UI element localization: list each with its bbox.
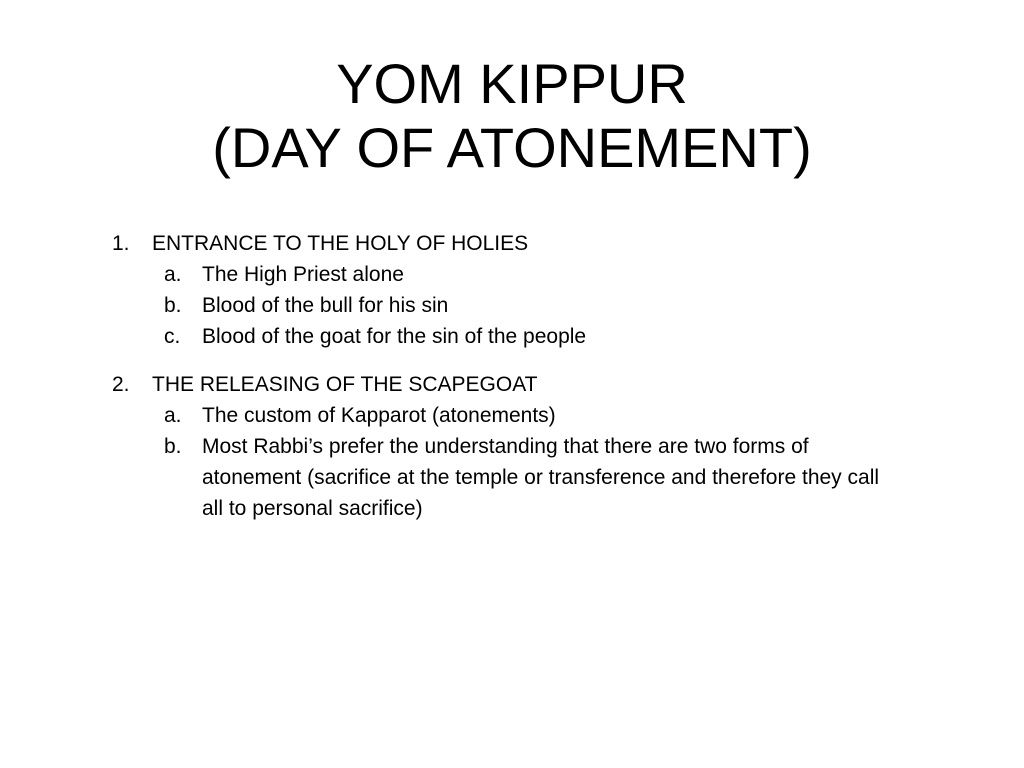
section-heading-row — [112, 369, 912, 400]
list-item — [112, 431, 912, 524]
item-letter: a. — [164, 263, 182, 286]
item-text: Blood of the goat for the sin of the people — [202, 325, 587, 348]
title-line-1: YOM KIPPUR — [336, 51, 688, 115]
item-text: The High Priest alone — [202, 263, 404, 286]
section-number: 2. — [112, 373, 130, 396]
slide-title — [0, 52, 1024, 180]
section-1 — [112, 228, 912, 352]
section-heading-row — [112, 228, 912, 259]
section-heading: ENTRANCE TO THE HOLY OF HOLIES — [152, 232, 529, 255]
section-2 — [112, 369, 912, 524]
item-letter: b. — [164, 294, 182, 317]
list-item — [112, 321, 912, 352]
item-letter: b. — [164, 435, 182, 458]
item-text: Blood of the bull for his sin — [202, 294, 449, 317]
section-number: 1. — [112, 232, 130, 255]
section-heading: THE RELEASING OF THE SCAPEGOAT — [152, 373, 538, 396]
list-item — [112, 290, 912, 321]
title-line-2: (DAY OF ATONEMENT) — [212, 115, 812, 179]
list-item — [112, 400, 912, 431]
item-text: Most Rabbi’s prefer the understanding that there are two forms of atonement (sacrifice at the temple or transference and therefore they call all to personal sacrifice) — [202, 435, 880, 520]
item-text: The custom of Kapparot (atonements) — [202, 404, 556, 427]
item-letter: c. — [164, 325, 181, 348]
list-item — [112, 259, 912, 290]
slide-body — [112, 228, 912, 524]
item-letter: a. — [164, 404, 182, 427]
